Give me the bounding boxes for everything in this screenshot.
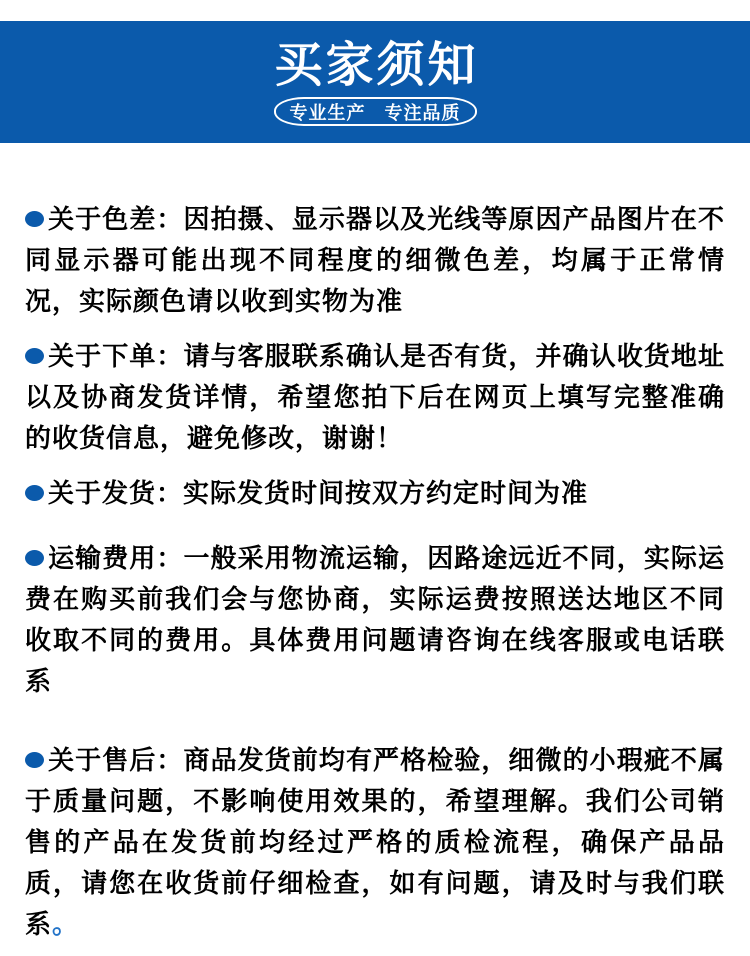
notice-label: 关于色差： [48, 204, 184, 234]
buyer-notice-page [0, 21, 750, 945]
notice-item-color-difference [25, 199, 725, 322]
bullet-dot-icon [25, 485, 44, 501]
notice-body: 实际发货时间按双方约定时间为准 [183, 478, 589, 508]
notice-item-after-sales [25, 740, 725, 945]
bullet-dot-icon [25, 211, 44, 227]
notice-label: 关于下单： [48, 341, 184, 371]
notice-item-freight [25, 538, 725, 702]
slogan-badge: 专业生产 专注品质 [274, 97, 477, 126]
bullet-dot-icon [25, 348, 44, 364]
header-banner [0, 21, 750, 143]
notice-label: 运输费用： [48, 543, 184, 573]
notice-body: 一般采用物流运输，因路途远近不同，实际运费在购买前我们会与您协商，实际运费按照送达地区不同收取不同的费用。具体费用问题请咨询在线客服或电话联系 [25, 543, 725, 696]
notice-suffix: 。 [52, 909, 80, 939]
notice-body: 请与客服联系确认是否有货，并确认收货地址以及协商发货详情，希望您拍下后在网页上填写完整准确的收货信息，避免修改，谢谢！ [25, 341, 725, 453]
notice-body: 因拍摄、显示器以及光线等原因产品图片在不同显示器可能出现不同程度的细微色差，均属于正常情况，实际颜色请以收到实物为准 [25, 204, 725, 316]
bullet-dot-icon [25, 550, 44, 566]
notice-label: 关于发货： [48, 478, 184, 508]
notice-list [0, 199, 750, 945]
notice-item-shipping [25, 473, 725, 514]
bullet-dot-icon [25, 752, 44, 768]
page-title: 买家须知 [274, 39, 479, 92]
notice-label: 关于售后： [48, 745, 184, 775]
notice-body: 商品发货前均有严格检验，细微的小瑕疵不属于质量问题，不影响使用效果的，希望理解。我们公司销售的产品在发货前均经过严格的质检流程，确保产品品质，请您在收货前仔细检查，如有问题，请及时与我们联系 [25, 745, 725, 939]
notice-item-ordering [25, 336, 725, 459]
